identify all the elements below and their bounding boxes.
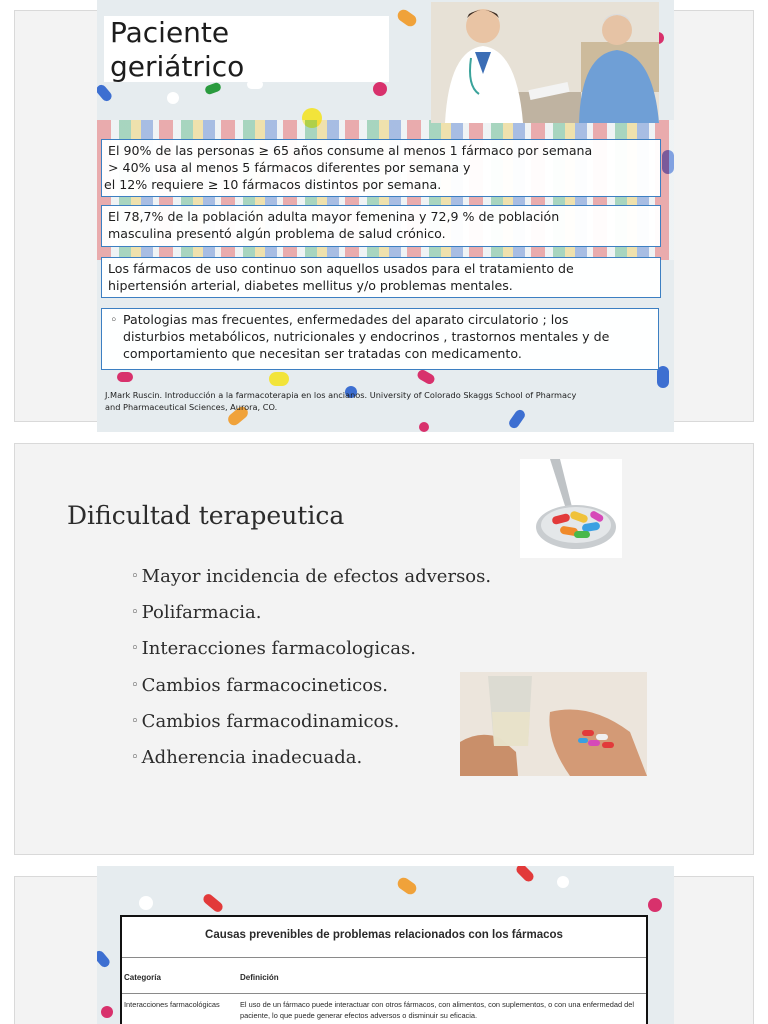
- spoon-pills-illustration: [520, 459, 622, 558]
- list-item-text: Cambios farmacocineticos.: [141, 674, 388, 696]
- definition-line: paciente, lo que puede generar efectos adversos o disminuir su eficacia.: [240, 1011, 478, 1020]
- citation: [105, 389, 655, 413]
- list-item: [131, 669, 491, 705]
- column-header-definition: Definición: [240, 973, 279, 982]
- info-line: disturbios metabólicos, nutricionales y endocrinos , trastornos mentales y de: [123, 329, 610, 344]
- stats-line: El 90% de las personas ≥ 65 años consume al menos 1 fármaco por semana: [108, 143, 593, 158]
- info-line: comportamiento que necesitan ser tratadas con medicamento.: [123, 346, 522, 361]
- list-item: [131, 741, 491, 777]
- definition-line: El uso de un fármaco puede interactuar con otros fármacos, con alimentos, con suplementos, o con una enfermedad del: [240, 1000, 634, 1009]
- stats-line: masculina presentó algún problema de salud crónico.: [108, 226, 446, 241]
- list-item-text: Cambios farmacodinamicos.: [141, 710, 400, 732]
- slide-title: Dificultad terapeutica: [67, 501, 345, 530]
- table-title: Causas prevenibles de problemas relacionados con los fármacos: [205, 929, 563, 941]
- preventable-causes-table: [120, 915, 648, 1024]
- list-item-text: Interacciones farmacologicas.: [141, 638, 416, 660]
- doctor-patient-illustration: [431, 2, 659, 123]
- slide-title: [104, 16, 389, 82]
- bullet-marker: ◦: [131, 713, 139, 729]
- doctor-patient-photo: [431, 2, 659, 123]
- info-line: hipertensión arterial, diabetes mellitus y/o problemas mentales.: [108, 278, 513, 293]
- table-cell-category: Interacciones farmacológicas: [124, 1000, 220, 1009]
- spoon-with-pills-image: [520, 459, 622, 558]
- list-item-text: Adherencia inadecuada.: [141, 747, 363, 769]
- hands-glass-pills-image: [460, 672, 647, 776]
- info-box-pathologies: [101, 308, 659, 370]
- bullet-marker: ◦: [131, 677, 139, 693]
- list-item-text: Mayor incidencia de efectos adversos.: [141, 566, 492, 587]
- citation-line: and Pharmaceutical Sciences, Aurora, CO.: [105, 402, 278, 412]
- bullet-marker: ◦: [131, 569, 139, 584]
- difficulty-list: [131, 560, 491, 777]
- list-item: [131, 596, 491, 632]
- list-item: [131, 705, 491, 741]
- list-item: [131, 632, 491, 668]
- table-cell-definition: [240, 999, 646, 1021]
- stats-box-medication-use: [101, 139, 661, 197]
- hands-pills-illustration: [460, 672, 647, 776]
- bullet-marker: ◦: [131, 750, 139, 766]
- slide-title-line-1: Paciente: [110, 16, 230, 49]
- stats-line: El 78,7% de la población adulta mayor femenina y 72,9 % de población: [108, 209, 560, 224]
- bullet-marker: ◦: [131, 605, 139, 621]
- column-header-category: Categoría: [124, 973, 161, 982]
- info-line: Los fármacos de uso continuo son aquellos usados para el tratamiento de: [108, 261, 574, 276]
- citation-line: J.Mark Ruscin. Introducción a la farmacoterapia en los ancianos. University of Colorado Skaggs School of Pharmacy: [105, 390, 577, 400]
- list-item: [131, 560, 491, 596]
- info-box-continuous-drugs: [101, 257, 661, 298]
- slide-3: [97, 866, 674, 1024]
- slide-2: [14, 443, 754, 855]
- bullet-marker: ◦: [110, 312, 118, 327]
- stats-line: el 12% requiere ≥ 10 fármacos distintos por semana.: [104, 177, 442, 192]
- table-rule: [122, 993, 646, 994]
- bullet-marker: ◦: [131, 641, 139, 657]
- stats-box-chronic-health: [101, 205, 661, 247]
- table-rule: [122, 957, 646, 958]
- slide-1: [97, 0, 674, 432]
- slide-title-line-2: geriátrico: [110, 50, 245, 83]
- info-line: Patologias mas frecuentes, enfermedades del aparato circulatorio ; los: [123, 312, 569, 327]
- list-item-text: Polifarmacia.: [141, 602, 262, 624]
- stats-line: > 40% usa al menos 5 fármacos diferentes por semana y: [108, 160, 471, 175]
